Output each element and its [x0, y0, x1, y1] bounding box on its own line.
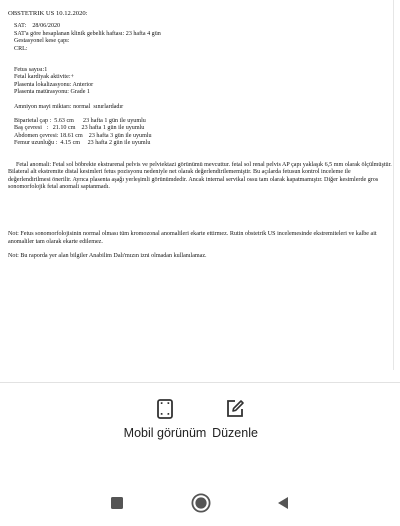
note-chromosomal: Not: Fetus sonomorfolojisinin normal olması tüm kromozonal anomalileri ekarte ettirmez. Rutin obstetrik US incelemesinde ekstremiteleri ve kalbe ait anomaliler tam olarak ekarte edilemez. — [8, 231, 377, 245]
amnion-section — [14, 104, 392, 111]
report-line: Fetus sayısı:1 — [14, 67, 48, 74]
back-triangle-icon — [276, 496, 290, 510]
edit-icon — [224, 398, 246, 420]
mobile-view-icon — [154, 398, 176, 420]
edit-label: Düzenle — [212, 426, 258, 440]
mobile-view-label: Mobil görünüm — [123, 426, 207, 440]
system-nav-bar — [0, 480, 400, 526]
action-bar — [0, 398, 400, 468]
biometry-line: Baş çevresi : 21.10 cm 23 hafta 1 gün ile uyumlu — [14, 125, 145, 132]
report-line: Fetal kardiyak aktivite:+ — [14, 74, 74, 81]
panel-divider — [0, 382, 400, 383]
fetus-section — [14, 67, 392, 97]
biometry-line: Biparietal çap : 5.63 cm 23 hafta 1 gün ile uyumlu — [14, 118, 146, 125]
edit-button[interactable] — [190, 398, 280, 441]
square-icon — [110, 496, 124, 510]
biometry-section — [14, 118, 392, 148]
anomaly-paragraph: Fetal anomali: Fetal sol böbrekte ekstrarenal pelvis ve pelviektazi görünümü mevcuttur. fetal sol renal pelvis AP çapı yaklaşık 6,5 mm olarak ölçülmüştür. Bilateral alt ekstremite distal kesimleri fetus pozisyonu nedeniyle net olarak değerlendirilememiştir. Bu açılarda fetusun kontrol inceleme ile değerlendirilmesi önerilir. Ayrıca plasenta aşağı yerleşimli görünümdedir. Ancak internal servikal ossu tam olarak kapatmamıştır. Diğer kesimlerde gros sonomorfolojik fetal anomali saptanmadı. — [8, 161, 392, 190]
report-line: Amniyon mayi miktarı: normal sınırlardadır — [14, 103, 124, 110]
report-title: OBSTETRIK US 10.12.2020: — [8, 10, 88, 17]
report-line: SAT: 28/06/2020 — [14, 23, 61, 30]
home-circle-icon — [191, 493, 211, 513]
report-line: CRL: — [14, 45, 28, 52]
report-line: Plasenta matürasyonu: Grade 1 — [14, 89, 90, 96]
back-button[interactable] — [268, 488, 298, 518]
note-permission: Not: Bu raporda yer alan bilgiler Anabilim Dalı'mızın izni olmadan kullanılamaz. — [8, 253, 207, 260]
page-edge-divider — [393, 0, 394, 370]
report-line: SAT'a göre hesaplanan klinik gebelik haftası: 23 hafta 4 gün — [14, 30, 161, 37]
bottom-panel — [0, 382, 400, 526]
report-line: Gestasyonel kese çapı: — [14, 38, 70, 45]
recent-apps-button[interactable] — [102, 488, 132, 518]
dates-section — [14, 23, 392, 53]
home-button[interactable] — [186, 488, 216, 518]
biometry-line: Femur uzunluğu : 4.15 cm 23 hafta 2 gün ile uyumlu — [14, 140, 151, 147]
report-line: Plasenta lokalizasyonu: Anterior — [14, 81, 94, 88]
biometry-line: Abdomen çevresi: 18.61 cm 23 hafta 3 gün ile uyumlu — [14, 132, 152, 139]
